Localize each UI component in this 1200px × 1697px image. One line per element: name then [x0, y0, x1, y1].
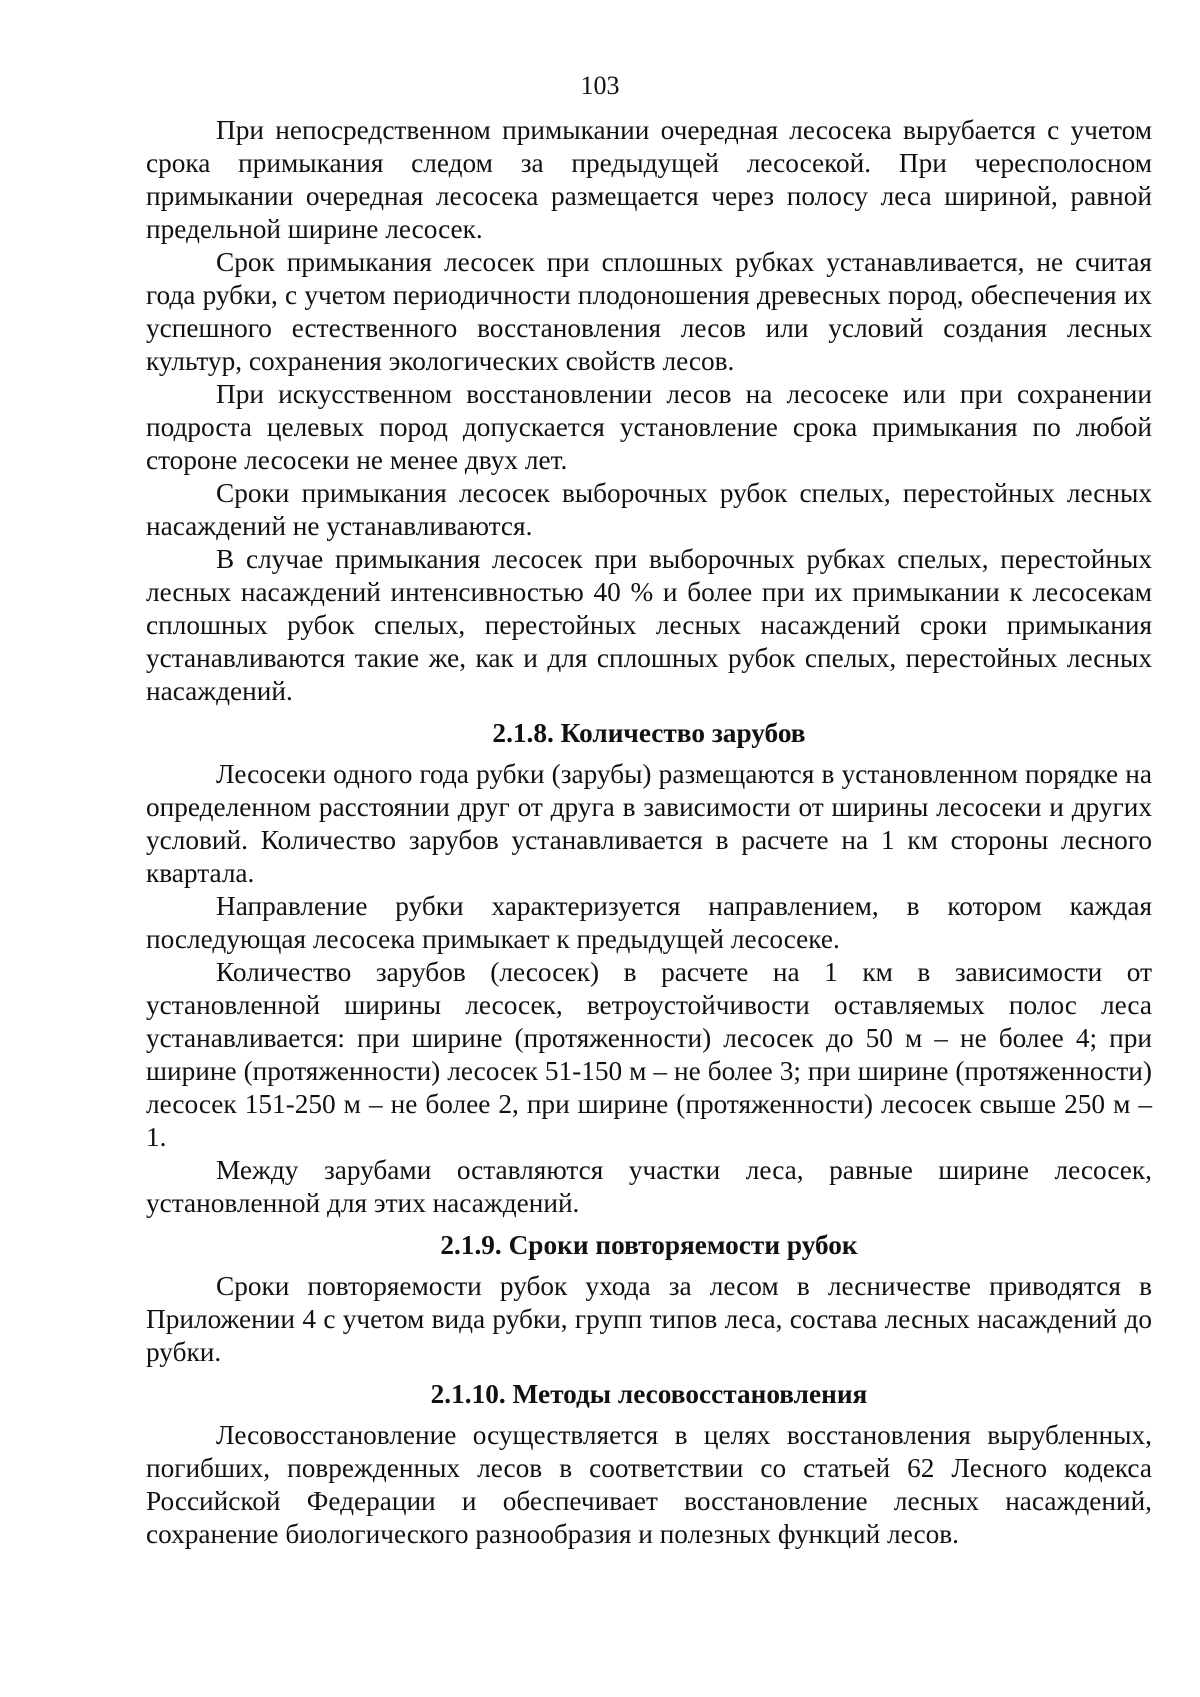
section-heading-2-1-9: 2.1.9. Сроки повторяемости рубок: [440, 1230, 858, 1260]
page-number: 103: [580, 71, 620, 100]
paragraph-adjacency-direct: При непосредственном примыкании очередная лесосека вырубается с учетом срока примыкания следом за предыдущей лесосекой. При чересполосном примыкании очередная лесосека размещается через полосу леса шириной, равной предельной ширине лесосек.: [146, 115, 1152, 244]
paragraph-reforestation: Лесовосстановление осуществляется в целях восстановления вырубленных, погибших, поврежденных лесов в соответствии со статьей 62 Лесного кодекса Российской Федерации и обеспечивает восстановление лесных насаждений, сохранение биологического разнообразия и полезных функций лесов.: [146, 1420, 1152, 1549]
document-body: [146, 114, 1152, 1551]
paragraph-selective-cutting-terms: Сроки примыкания лесосек выборочных рубок спелых, перестойных лесных насаждений не устанавливаются.: [146, 478, 1152, 541]
paragraph-adjacency-term: Срок примыкания лесосек при сплошных рубках устанавливается, не считая года рубки, с учетом периодичности плодоношения древесных пород, обеспечения их успешного естественного восстановления лесов или условий создания лесных культур, сохранения экологических свойств лесов.: [146, 247, 1152, 376]
paragraph-selective-cutting-adjacency: В случае примыкания лесосек при выборочных рубках спелых, перестойных лесных насаждений интенсивностью 40 % и более при их примыкании к лесосекам сплошных рубок спелых, перестойных лесных насаждений сроки примыкания устанавливаются такие же, как и для сплошных рубок спелых, перестойных лесных насаждений.: [146, 544, 1152, 706]
paragraph-artificial-restoration: При искусственном восстановлении лесов на лесосеке или при сохранении подроста целевых пород допускается установление срока примыкания по любой стороне лесосеки не менее двух лет.: [146, 379, 1152, 475]
paragraph-cutting-count: Количество зарубов (лесосек) в расчете на 1 км в зависимости от установленной ширины лесосек, ветроустойчивости оставляемых полос леса устанавливается: при ширине (протяженности) лесосек до 50 м – не более 4; при ширине (протяженности) лесосек 51-150 м – не более 3; при ширине (протяженности) лесосек 151-250 м – не более 2, при ширине (протяженности) лесосек свыше 250 м – 1.: [146, 957, 1152, 1152]
paragraph-forest-strips: Между зарубами оставляются участки леса, равные ширине лесосек, установленной для этих насаждений.: [146, 1155, 1152, 1218]
paragraph-cutting-direction: Направление рубки характеризуется направлением, в котором каждая последующая лесосека примыкает к предыдущей лесосеке.: [146, 891, 1152, 954]
paragraph-cutting-areas-placement: Лесосеки одного года рубки (зарубы) размещаются в установленном порядке на определенном расстоянии друг от друга в зависимости от ширины лесосеки и других условий. Количество зарубов устанавливается в расчете на 1 км стороны лесного квартала.: [146, 759, 1152, 888]
paragraph-repeat-terms: Сроки повторяемости рубок ухода за лесом в лесничестве приводятся в Приложении 4 с учетом вида рубки, групп типов леса, состава лесных насаждений до рубки.: [146, 1271, 1152, 1367]
section-heading-2-1-10: 2.1.10. Методы лесовосстановления: [430, 1379, 868, 1409]
section-heading-2-1-8: 2.1.8. Количество зарубов: [492, 718, 806, 748]
